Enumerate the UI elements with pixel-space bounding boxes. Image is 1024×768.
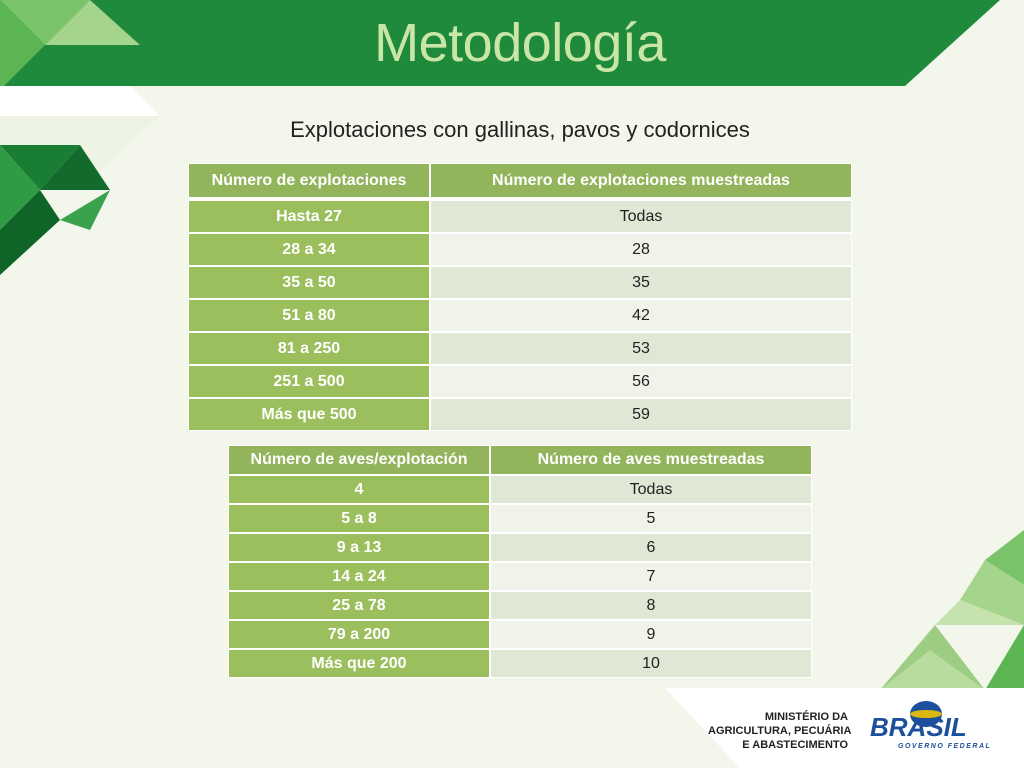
ministry-line: AGRICULTURA, PECUÁRIA [708,725,852,737]
table-row [188,398,852,431]
section-subtitle: Explotaciones con gallinas, pavos y codornices [290,117,750,142]
table-header-row [188,163,852,198]
slide-title: Metodología [374,13,666,73]
value-cell: 42 [430,299,852,332]
range-cell: Más que 200 [228,649,490,678]
table-row [188,365,852,398]
ministry-line: MINISTÉRIO DA [764,711,848,723]
farms-sample-table [188,163,852,431]
government-subtext: GOVERNO FEDERAL [898,743,992,750]
table-row [228,504,812,533]
range-cell: Hasta 27 [188,200,430,233]
range-cell: Más que 500 [188,398,430,431]
column-header: Número de aves muestreadas [490,445,812,475]
range-cell: 4 [228,475,490,504]
value-cell: 28 [430,233,852,266]
brasil-government-logo [866,698,1004,754]
value-cell: 7 [490,562,812,591]
value-cell: 53 [430,332,852,365]
table-row [228,562,812,591]
table-row [228,533,812,562]
value-cell: 9 [490,620,812,649]
table-row [228,649,812,678]
range-cell: 251 a 500 [188,365,430,398]
value-cell: 35 [430,266,852,299]
range-cell: 14 a 24 [228,562,490,591]
range-cell: 28 a 34 [188,233,430,266]
value-cell: 10 [490,649,812,678]
range-cell: 25 a 78 [228,591,490,620]
range-cell: 35 a 50 [188,266,430,299]
range-cell: 81 a 250 [188,332,430,365]
table-row [188,266,852,299]
table-row [228,620,812,649]
ministry-line: E ABASTECIMENTO [742,739,848,751]
table-row [228,475,812,504]
table-row [188,200,852,233]
range-cell: 5 a 8 [228,504,490,533]
value-cell: Todas [430,200,852,233]
table-row [188,332,852,365]
value-cell: 6 [490,533,812,562]
value-cell: 5 [490,504,812,533]
range-cell: 51 a 80 [188,299,430,332]
range-cell: 9 a 13 [228,533,490,562]
column-header: Número de aves/explotación [228,445,490,475]
table-row [228,591,812,620]
range-cell: 79 a 200 [228,620,490,649]
table-header-row [228,445,812,475]
value-cell: 56 [430,365,852,398]
column-header: Número de explotaciones muestreadas [430,163,852,198]
brasil-wordmark: BRASIL [870,712,967,742]
ministry-name [708,710,852,752]
table-row [188,233,852,266]
column-header: Número de explotaciones [188,163,430,198]
value-cell: Todas [490,475,812,504]
table-row [188,299,852,332]
value-cell: 59 [430,398,852,431]
birds-sample-table [228,445,812,678]
value-cell: 8 [490,591,812,620]
